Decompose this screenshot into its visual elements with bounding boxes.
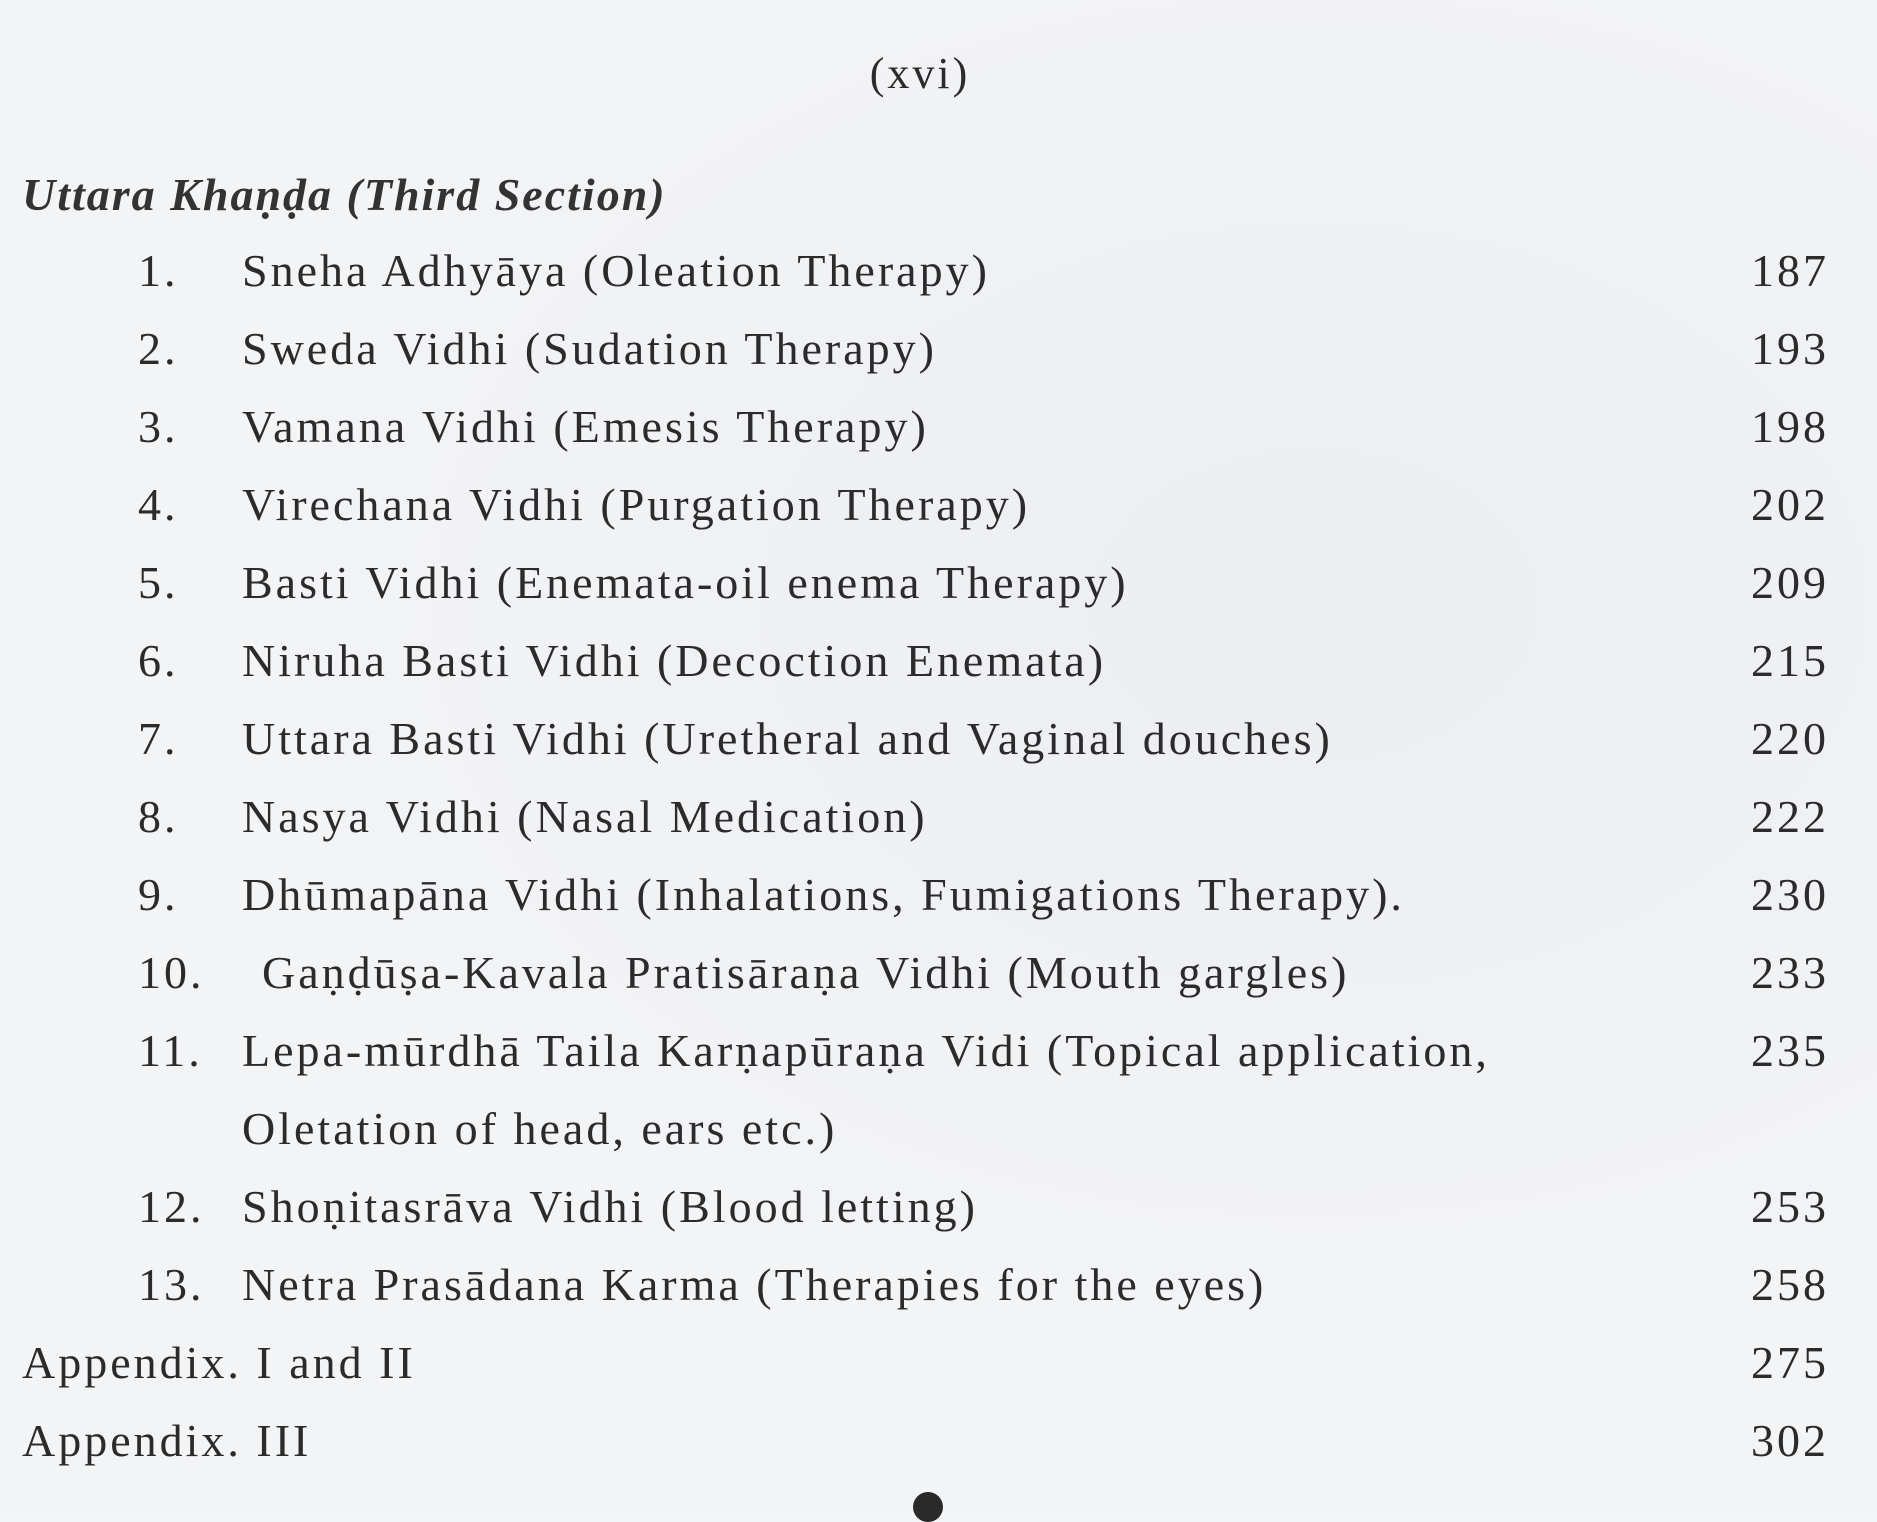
toc-entry [0,934,1877,1012]
table-of-contents [0,232,1877,1480]
entry-number: 12. [138,1181,205,1232]
entry-page: 202 [1751,479,1829,530]
entry-number: 13. [138,1259,205,1310]
entry-title: Sneha Adhyāya (Oleation Therapy) [242,245,990,296]
entry-page: 258 [1751,1259,1829,1310]
toc-entry [0,1012,1877,1168]
entry-page: 187 [1751,245,1829,296]
entry-number: 8. [138,791,179,842]
entry-number: 7. [138,713,179,764]
entry-title: Sweda Vidhi (Sudation Therapy) [242,323,937,374]
entry-title: Virechana Vidhi (Purgation Therapy) [242,479,1031,530]
entry-page: 215 [1751,635,1829,686]
appendix-page: 302 [1751,1415,1829,1466]
entry-page: 253 [1751,1181,1829,1232]
entry-page: 220 [1751,713,1829,764]
entry-number: 11. [138,1025,203,1076]
toc-entry [0,856,1877,934]
toc-entry [0,232,1877,310]
toc-entry [0,310,1877,388]
entry-page: 193 [1751,323,1829,374]
entry-page: 209 [1751,557,1829,608]
entry-page: 222 [1751,791,1829,842]
toc-entry [0,466,1877,544]
entry-number: 4. [138,479,179,530]
entry-title: Nasya Vidhi (Nasal Medication) [242,791,928,842]
toc-entry [0,622,1877,700]
entry-title: Uttara Basti Vidhi (Uretheral and Vaginal douches) [242,713,1333,764]
entry-title: Gaṇḍūṣa-Kavala Pratisāraṇa Vidhi (Mouth gargles) [262,947,1350,998]
appendix-label: Appendix. I and II [22,1337,416,1388]
toc-entry [0,388,1877,466]
entry-page: 230 [1751,869,1829,920]
entry-title: Basti Vidhi (Enemata-oil enema Therapy) [242,557,1129,608]
appendix-entry [0,1402,1877,1480]
entry-number: 3. [138,401,179,452]
toc-entry [0,544,1877,622]
appendix-entry [0,1324,1877,1402]
entry-page: 198 [1751,401,1829,452]
entry-number: 2. [138,323,179,374]
ornament-dot [913,1492,943,1522]
entry-number: 5. [138,557,179,608]
toc-entry [0,778,1877,856]
toc-entry [0,700,1877,778]
appendix-label: Appendix. III [22,1415,312,1466]
entry-number: 9. [138,869,179,920]
entry-page: 233 [1751,947,1829,998]
entry-title: Niruha Basti Vidhi (Decoction Enemata) [242,635,1107,686]
entry-title: Lepa-mūrdhā Taila Karṇapūraṇa Vidi (Topical application, Oletation of head, ears etc.) [242,1025,1490,1154]
entry-title: Dhūmapāna Vidhi (Inhalations, Fumigations Therapy). [242,869,1405,920]
entry-number: 1. [138,245,179,296]
toc-entry [0,1246,1877,1324]
page-number: (xvi) [869,49,971,98]
entry-number: 6. [138,635,179,686]
entry-number: 10. [138,947,205,998]
entry-title: Shoṇitasrāva Vidhi (Blood letting) [242,1181,978,1232]
entry-title: Vamana Vidhi (Emesis Therapy) [242,401,929,452]
section-heading: Uttara Khaṇḍa (Third Section) [22,169,667,220]
toc-entry [0,1168,1877,1246]
appendix-page: 275 [1751,1337,1829,1388]
entry-page: 235 [1751,1025,1829,1076]
entry-title: Netra Prasādana Karma (Therapies for the eyes) [242,1259,1267,1310]
